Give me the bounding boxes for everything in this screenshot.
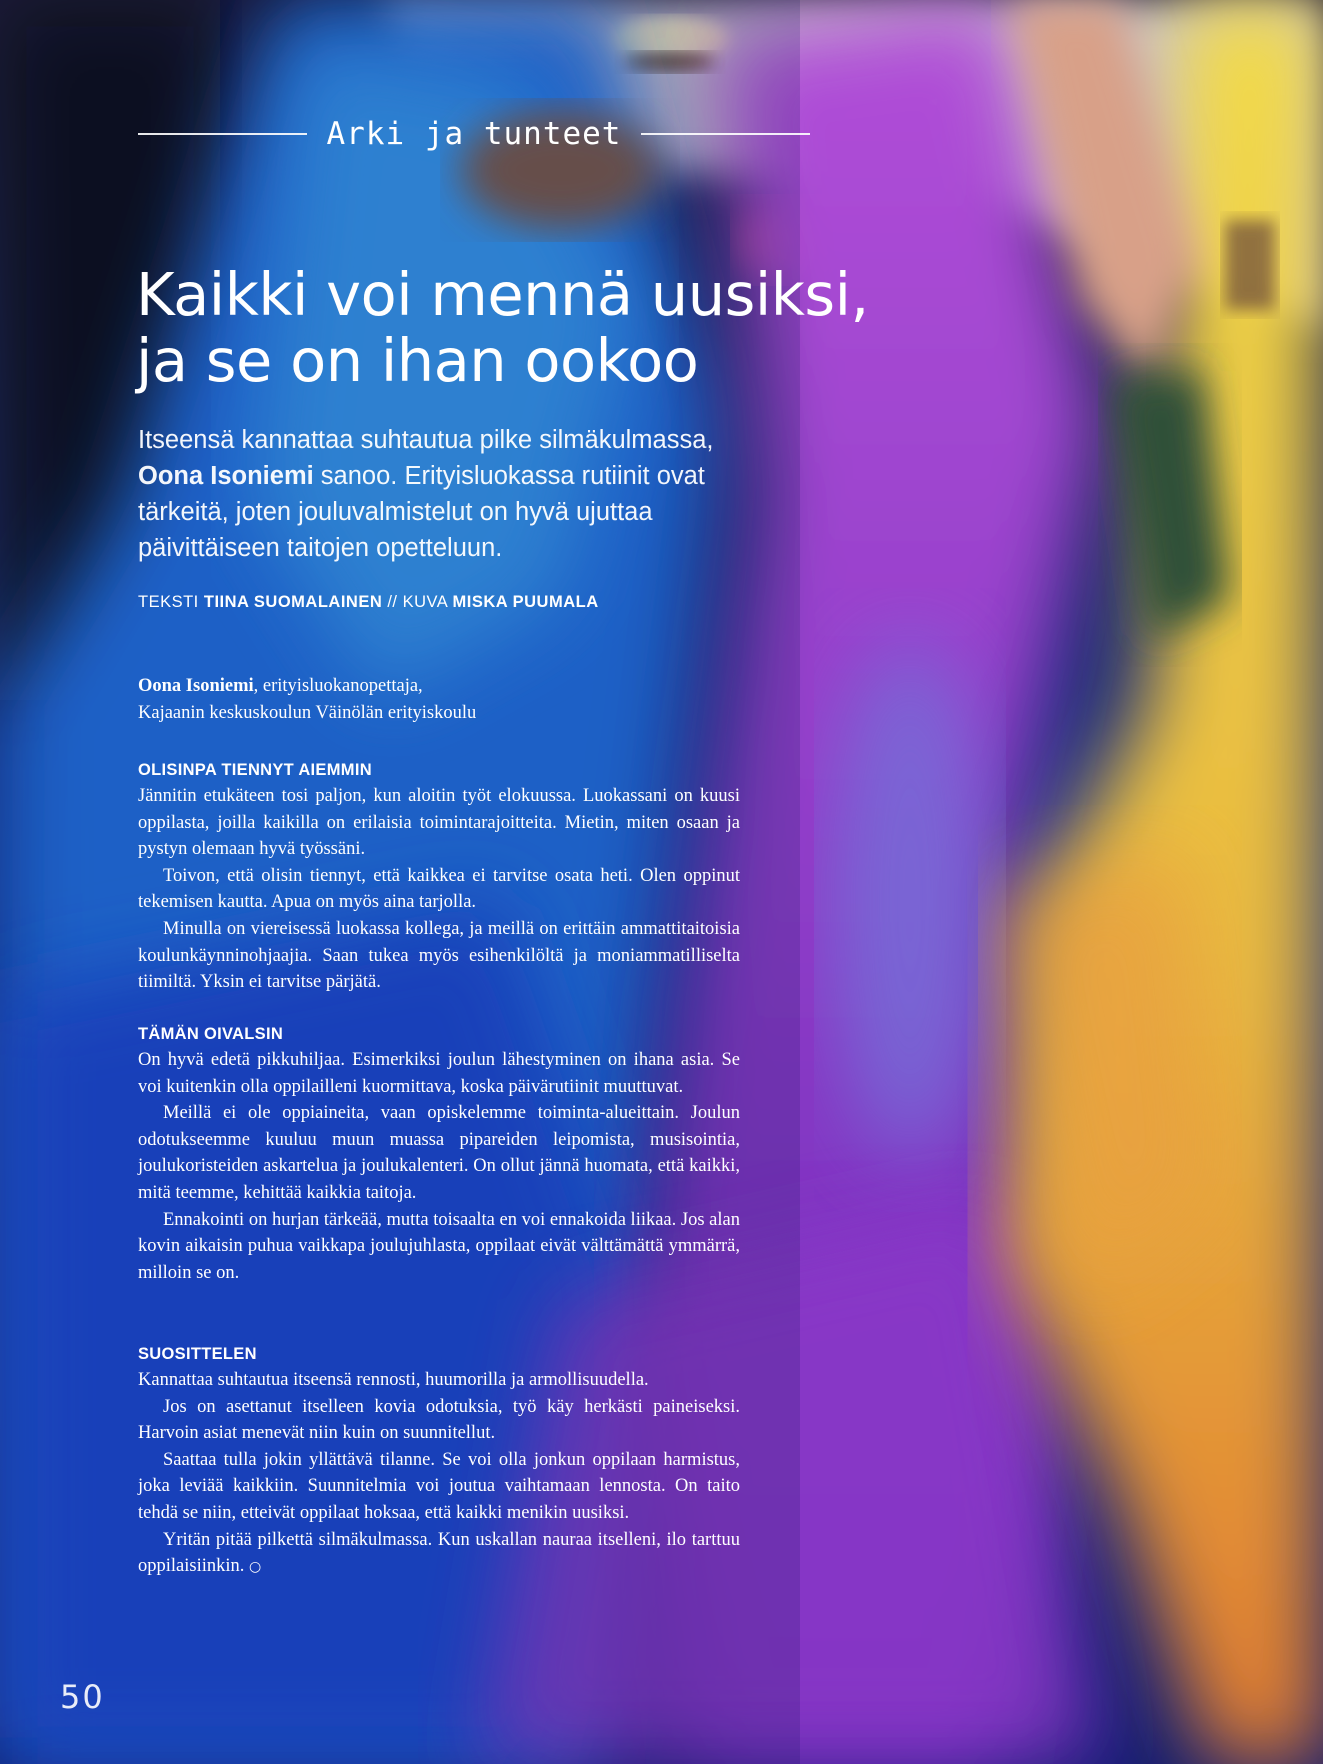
- lead-paragraph: [138, 422, 758, 566]
- end-mark-icon: ○: [249, 1559, 262, 1576]
- interviewee-byline: [138, 673, 738, 727]
- header-rule-left: [138, 133, 307, 135]
- lead-text-before: Itseensä kannattaa suhtautua pilke silmäkulmassa,: [138, 426, 714, 454]
- section-olisinpa: [138, 757, 740, 996]
- interviewee-name: Oona Isoniemi: [138, 676, 254, 696]
- body-paragraph: Meillä ei ole oppiaineita, vaan opiskelemme toiminta-alueittain. Joulun odotukseemme kuuluu muun muassa pipareiden leipomista, musisointia, joulukoristeiden askartelua ja joulukalenteri. On ollut jännä huomata, että kaikki, mitä teemme, kehittää kaikkia taitoja.: [138, 1103, 740, 1203]
- body-paragraph: Toivon, että olisin tiennyt, että kaikkea ei tarvitse osata heti. Olen oppinut tekemisen kautta. Apua on myös aina tarjolla.: [138, 865, 740, 913]
- credit-photographer: MISKA PUUMALA: [452, 593, 599, 611]
- credit-text-label: TEKSTI: [138, 593, 199, 611]
- credit-author: TIINA SUOMALAINEN: [203, 593, 383, 611]
- title-line: Kaikki voi mennä uusiksi,: [136, 260, 869, 329]
- section-label: Arki ja tunteet: [326, 116, 622, 152]
- lead-name: Oona Isoniemi: [138, 462, 314, 490]
- header-rule-right: [641, 133, 810, 135]
- page-number: 50: [60, 1678, 105, 1716]
- section-oivalsin: [138, 1021, 740, 1286]
- credit-photo-label: KUVA: [402, 593, 448, 611]
- article-title: [136, 262, 896, 394]
- credit-separator: //: [387, 593, 398, 611]
- lead-text-after: sanoo. Erityisluokassa rutiinit ovat tärkeitä, joten jouluvalmistelut on hyvä ujuttaa päivittäiseen taitojen opetteluun.: [138, 462, 705, 562]
- body-paragraph: Ennakointi on hurjan tärkeää, mutta toisaalta en voi ennakoida liikaa. Jos alan kovin aikaisin puhua vaikkapa joulujuhlasta, oppilaat eivät välttämättä ymmärrä, milloin se on.: [138, 1209, 740, 1283]
- body-paragraph-last: [138, 1527, 740, 1581]
- title-line: ja se on ihan ookoo: [136, 326, 699, 395]
- interviewee-role: , erityisluokanopettaja,: [253, 676, 423, 696]
- interviewee-school: Kajaanin keskuskoulun Väinölän erityiskoulu: [138, 703, 477, 723]
- section-header: [138, 112, 810, 156]
- section-suosittelen: [138, 1341, 740, 1581]
- section-heading: SUOSITTELEN: [138, 1345, 257, 1363]
- section-heading: TÄMÄN OIVALSIN: [138, 1025, 284, 1043]
- credits: [138, 593, 778, 612]
- last-paragraph-text: Yritän pitää pilkettä silmäkulmassa. Kun uskallan nauraa itselleni, ilo tarttuu oppilaisiinkin.: [138, 1529, 740, 1577]
- body-paragraph: Jos on asettanut itselleen kovia odotuksia, työ käy herkästi paineiseksi. Harvoin asiat menevät niin kuin on suunnitellut.: [138, 1396, 740, 1444]
- body-paragraph: Minulla on viereisessä luokassa kollega, ja meillä on erittäin ammattitaitoisia koulunkäynninohjaajia. Saan tukea myös esihenkilöltä ja moniammatilliselta tiimiltä. Yksin ei tarvitse pärjätä.: [138, 918, 740, 993]
- body-paragraph: Jännitin etukäteen tosi paljon, kun aloitin työt elokuussa. Luokassani on kuusi oppilasta, joilla kaikilla on erilaisia toimintarajoitteita. Mietin, miten osaan ja pystyn olemaan hyvä työssäni.: [138, 786, 740, 860]
- section-heading: OLISINPA TIENNYT AIEMMIN: [138, 761, 372, 779]
- body-paragraph: On hyvä edetä pikkuhiljaa. Esimerkiksi joulun lähestyminen on ihana asia. Se voi kuitenkin olla oppilailleni kuormittava, koska päivärutiinit muuttuvat.: [138, 1050, 740, 1097]
- body-paragraph: Kannattaa suhtautua itseensä rennosti, huumorilla ja armollisuudella.: [138, 1370, 649, 1390]
- body-paragraph: Saattaa tulla jokin yllättävä tilanne. Se voi olla jonkun oppilaan harmistus, joka leviää kaikkiin. Suunnitelmia voi joutua vaihtamaan lennosta. On taito tehdä se niin, etteivät oppilaat hoksaa, että kaikki menikin uusiksi.: [138, 1449, 740, 1523]
